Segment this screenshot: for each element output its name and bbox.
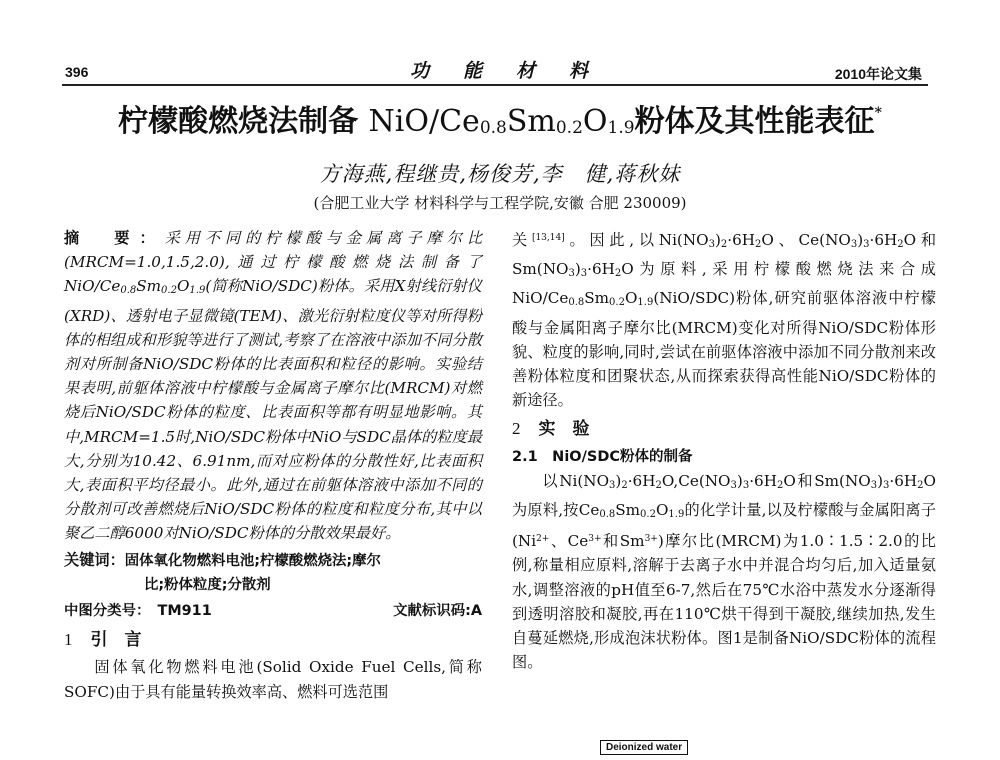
sub: 0.8 bbox=[568, 297, 585, 309]
title-sub: 1.9 bbox=[607, 118, 635, 138]
sub: 3 bbox=[568, 268, 575, 280]
authors: 方海燕,程继贵,杨俊芳,李 健,蒋秋妹 bbox=[319, 162, 681, 186]
text-part: ·6H bbox=[587, 260, 615, 279]
journal-name: 功能材料 bbox=[410, 60, 623, 82]
sup: 3+ bbox=[644, 534, 658, 545]
text-part: ·6H bbox=[749, 471, 777, 490]
text-part: 的化学计量,以及柠檬酸与金属阳离子(Ni bbox=[512, 501, 937, 551]
citation: [13,14] bbox=[531, 233, 565, 243]
title-sub: 0.2 bbox=[555, 118, 583, 138]
method-paragraph bbox=[512, 469, 936, 675]
title-prefix: 柠檬酸燃烧法制备 bbox=[118, 104, 369, 139]
page-number: 396 bbox=[65, 64, 89, 80]
section-title: 实 验 bbox=[538, 419, 590, 440]
text-part: O、Ce(NO bbox=[761, 231, 851, 249]
title-formula-part: NiO/Ce bbox=[368, 104, 480, 139]
intro-continuation bbox=[512, 226, 936, 412]
affiliation: (合肥工业大学 材料科学与工程学院,安徽 合肥 230009) bbox=[313, 194, 687, 212]
sub: 3 bbox=[850, 239, 858, 250]
abstract-part: (简称NiO/SDC)粉体。采用X射线衍射仪(XRD)、透射电子显微镜(TEM)、激光衍射粒度仪等对所得粉体的相组成和形貌等进行了测试,考察了在溶液中添加不同分散剂对所制备NiO/SDC粉体的比表面积和粒径的影响。实验结果表明,前躯体溶液中柠檬酸与金属离子摩尔比(MRCM)对燃烧后NiO/SDC粉体的粒度、比表面积等都有明显地影响。其中,MRCM=1.5时,NiO/SDC粉体中NiO与SDC晶体的粒度最大,分别为10.42、6.91nm,而对应粉体的分散性好,比表面积大,表面积平均径最小。此外,通过在前躯体溶液中添加不同的分散剂可改善燃烧后NiO/SDC粉体的粒度和粒度分布,其中以聚乙二醇6000对NiO/SDC粉体的分散效果最好。 bbox=[64, 277, 482, 543]
title-footnote-mark: * bbox=[874, 105, 882, 121]
text-part: Sm bbox=[615, 501, 641, 520]
year-label: 2010年论文集 bbox=[834, 66, 922, 82]
text-part: O bbox=[624, 289, 638, 308]
clc-number: 中图分类号： TM911 bbox=[64, 603, 212, 620]
sub: 2 bbox=[776, 479, 784, 491]
text-part: O和Sm(NO bbox=[512, 231, 937, 279]
sub: 3 bbox=[609, 479, 616, 491]
keywords bbox=[64, 548, 482, 597]
abstract-part: Sm bbox=[136, 277, 162, 296]
sub: 2 bbox=[917, 479, 924, 491]
text-part: O bbox=[655, 501, 669, 520]
text-part: 。因此,以Ni(NO bbox=[564, 231, 709, 249]
text-part: ) bbox=[615, 471, 622, 490]
sub: 1.9 bbox=[637, 297, 654, 309]
text-part: ) bbox=[714, 231, 721, 249]
text-part: 和Sm bbox=[601, 532, 645, 551]
abstract bbox=[64, 226, 482, 546]
title-sub: 0.8 bbox=[479, 118, 507, 138]
text-part: ·6H bbox=[627, 471, 656, 490]
title-formula bbox=[369, 104, 635, 139]
text-part: (NiO/SDC)粉体,研究前驱体溶液中柠檬酸与金属阳离子摩尔比(MRCM)变化对所得NiO/SDC粉体形貌、粒度的影响,同时,尝试在前驱体溶液中添加不同分散剂来改善粉体粒度和团聚状态,从而探索获得高性能NiO/SDC粉体的新途径。 bbox=[512, 289, 936, 410]
sub: 0.2 bbox=[640, 509, 656, 521]
sub: 3 bbox=[730, 479, 737, 491]
classification-row bbox=[64, 599, 482, 623]
abstract-sub: 0.8 bbox=[120, 285, 137, 297]
sub: 3 bbox=[870, 479, 878, 491]
keywords-text-cont: 比;粉体粒度;分散剂 bbox=[144, 576, 271, 593]
sub: 1.9 bbox=[668, 509, 685, 521]
sub: 3 bbox=[580, 268, 588, 280]
section-number: 1 bbox=[64, 630, 73, 650]
text-part: Sm bbox=[584, 289, 610, 308]
abstract-part: 采用不同的柠檬酸与金属离子摩尔比(MRCM=1.0,1.5,2.0),通过柠檬酸燃烧法制备了NiO/Ce bbox=[64, 229, 483, 296]
abstract-text bbox=[64, 229, 482, 542]
text-part: ·6H bbox=[889, 471, 918, 490]
text-part: ·6H bbox=[869, 231, 898, 249]
sub: 2 bbox=[655, 479, 662, 491]
intro-paragraph: 固体氧化物燃料电池(Solid Oxide Fuel Cells,简称SOFC)由于具有能量转换效率高、燃料可选范围 bbox=[64, 658, 482, 701]
subsection-heading: 2.1 NiO/SDC粉体的制备 bbox=[512, 448, 693, 465]
sub: 3 bbox=[742, 479, 750, 491]
sub: 3 bbox=[863, 239, 870, 250]
title-suffix: 粉体及其性能表征 bbox=[634, 104, 875, 139]
header-rule bbox=[62, 84, 928, 86]
sub: 2 bbox=[897, 239, 904, 250]
text-part: ) bbox=[877, 471, 884, 490]
sup: 3+ bbox=[588, 534, 602, 545]
sub: 3 bbox=[883, 479, 890, 491]
section-number: 2 bbox=[512, 419, 521, 439]
flowchart-box-deionized-water: Deionized water bbox=[600, 740, 688, 755]
keywords-text: 固体氧化物燃料电池;柠檬酸燃烧法;摩尔 bbox=[124, 552, 381, 569]
text-part: ) bbox=[574, 260, 581, 279]
sub: 3 bbox=[708, 239, 715, 250]
text-part: ) bbox=[736, 471, 743, 490]
abstract-part: O bbox=[176, 277, 190, 296]
sub: 2 bbox=[755, 239, 762, 250]
section-title: 引 言 bbox=[90, 630, 142, 651]
text-part: ) bbox=[857, 231, 864, 249]
left-column bbox=[64, 226, 482, 704]
text-part: 以Ni(NO bbox=[542, 471, 610, 490]
sub: 2 bbox=[614, 268, 622, 280]
text-part: O为原料,按Ce bbox=[512, 471, 936, 520]
sub: 2 bbox=[720, 239, 728, 250]
section-heading-1 bbox=[64, 628, 482, 652]
text-part: 关 bbox=[512, 231, 532, 249]
abstract-sub: 1.9 bbox=[189, 285, 206, 297]
sub: 2 bbox=[621, 479, 628, 491]
text-part: )摩尔比(MRCM)为1.0∶1.5∶2.0的比例,称量相应原料,溶解于去离子水中并混合均匀后,加入适量氨水,调整溶液的pH值至6-7,然后在75℃水浴中蒸发水分逐渐得到透明溶胶和凝胶,再在110℃烘干得到干凝胶,继续加热,发生自蔓延燃烧,形成泡沫状粉体。图1是制备NiO/SDC粉体的流程图。 bbox=[512, 532, 936, 672]
keywords-line bbox=[64, 548, 482, 573]
text-part: O为原料,采用柠檬酸燃烧法来合成NiO/Ce bbox=[512, 260, 936, 308]
section-heading-2 bbox=[512, 417, 936, 441]
text-part: O和Sm(NO bbox=[783, 471, 871, 490]
text-part: 、Ce bbox=[549, 532, 589, 551]
abstract-label: 摘 要： bbox=[64, 229, 165, 247]
abstract-sub: 0.2 bbox=[161, 285, 177, 297]
sub: 0.2 bbox=[609, 297, 625, 309]
text-part: ·6H bbox=[727, 231, 756, 249]
right-column bbox=[512, 226, 936, 674]
keywords-label: 关键词： bbox=[64, 550, 125, 569]
text-part: O,Ce(NO bbox=[661, 471, 731, 490]
title-formula-part: O bbox=[582, 104, 608, 139]
title-formula-part: Sm bbox=[506, 104, 556, 139]
sup: 2+ bbox=[536, 534, 550, 545]
paper-title bbox=[60, 96, 940, 140]
sub: 0.8 bbox=[599, 509, 616, 521]
document-code: 文献标识码:A bbox=[393, 603, 482, 620]
